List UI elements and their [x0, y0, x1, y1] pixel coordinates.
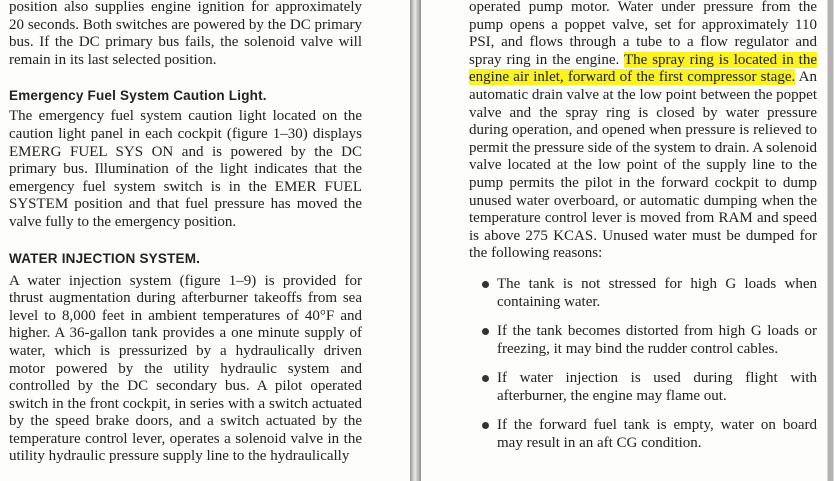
left-column [9, 0, 362, 466]
left-paragraph-1: position also supplies engine ignition for approximately 20 seconds. Both switches are powered by the DC primary bus. If the DC primary bus fails, the solenoid valve will remain in its last selected position. [9, 0, 362, 68]
list-item [469, 369, 817, 405]
list-item-text: If water injection is used during flight with afterburner, the engine may flame out. [497, 369, 817, 404]
list-item-text: If the forward fuel tank is empty, water on board may result in an aft CG condition. [497, 416, 817, 451]
right-column [469, 0, 817, 452]
highlighted-text: The spray ring is located in the engine air inlet, forward of the first compressor stage. [469, 51, 817, 86]
bullet-icon [482, 281, 489, 288]
left-paragraph-3: A water injection system (figure 1–9) is provided for thrust augmentation during afterburner takeoffs from sea level to 8,000 feet in ambient temperatures of 40°F and higher. A 36-gallon tank provides a one minute supply of water, which is pressurized by a hydraulically driven motor powered by the utility hydraulic system and controlled by the DC secondary bus. A pilot operated switch in the front cockpit, in series with a switch actuated by the speed brake doors, and a switch actuated by the temperature control lever, operates a solenoid valve in the utility hydraulic pressure supply line to the hydraulically [9, 272, 362, 465]
list-item [469, 416, 817, 452]
bullet-icon [482, 375, 489, 382]
vertical-scrollbar[interactable] [827, 0, 834, 481]
list-item-text: The tank is not stressed for high G loads when containing water. [497, 275, 817, 310]
left-paragraph-2: The emergency fuel system caution light located on the caution light panel in each cockpit (figure 1–30) displays EMERG FUEL SYS ON and is powered by the DC primary bus. Illumination of the light indicates that the emergency fuel system switch is in the EMER FUEL SYSTEM position and that fuel pressure has moved the valve fully to the emergency position. [9, 108, 362, 230]
list-item [469, 322, 817, 358]
right-text-after-highlight: An automatic drain valve at the low point between the poppet valve and the spray ring is closed by water pressure during operation, and opened when pressure is relieved to permit the pressure side of the system to drain. A solenoid valve located at the low point of the supply line to the pump permits the pilot in the forward cockpit to dump unused water overboard, or automatic dumping when the temperature control lever is moved from RAM and speed is above 275 KCAS. Unused water must be dumped for the following reasons: [469, 69, 817, 262]
heading-emergency-fuel-caution-light: Emergency Fuel System Caution Light. [9, 88, 267, 104]
right-page [421, 0, 834, 481]
left-page [0, 0, 410, 481]
right-paragraph-1 [469, 0, 817, 263]
list-item-text: If the tank becomes distorted from high G loads or freezing, it may bind the rudder control cables. [497, 322, 817, 357]
scrollbar-thumb[interactable] [828, 0, 833, 481]
heading-water-injection-system: WATER INJECTION SYSTEM. [9, 250, 201, 266]
dump-reasons-list [469, 275, 817, 452]
list-item [469, 275, 817, 311]
bullet-icon [482, 422, 489, 429]
page-gutter [410, 0, 421, 481]
right-text-before-highlight: operated pump motor. Water under pressure from the pump opens a poppet valve, set for approximately 110 PSI, and flows through a tube to a flow regulator and spray ring in the engine. [469, 0, 817, 68]
bullet-icon [482, 328, 489, 335]
